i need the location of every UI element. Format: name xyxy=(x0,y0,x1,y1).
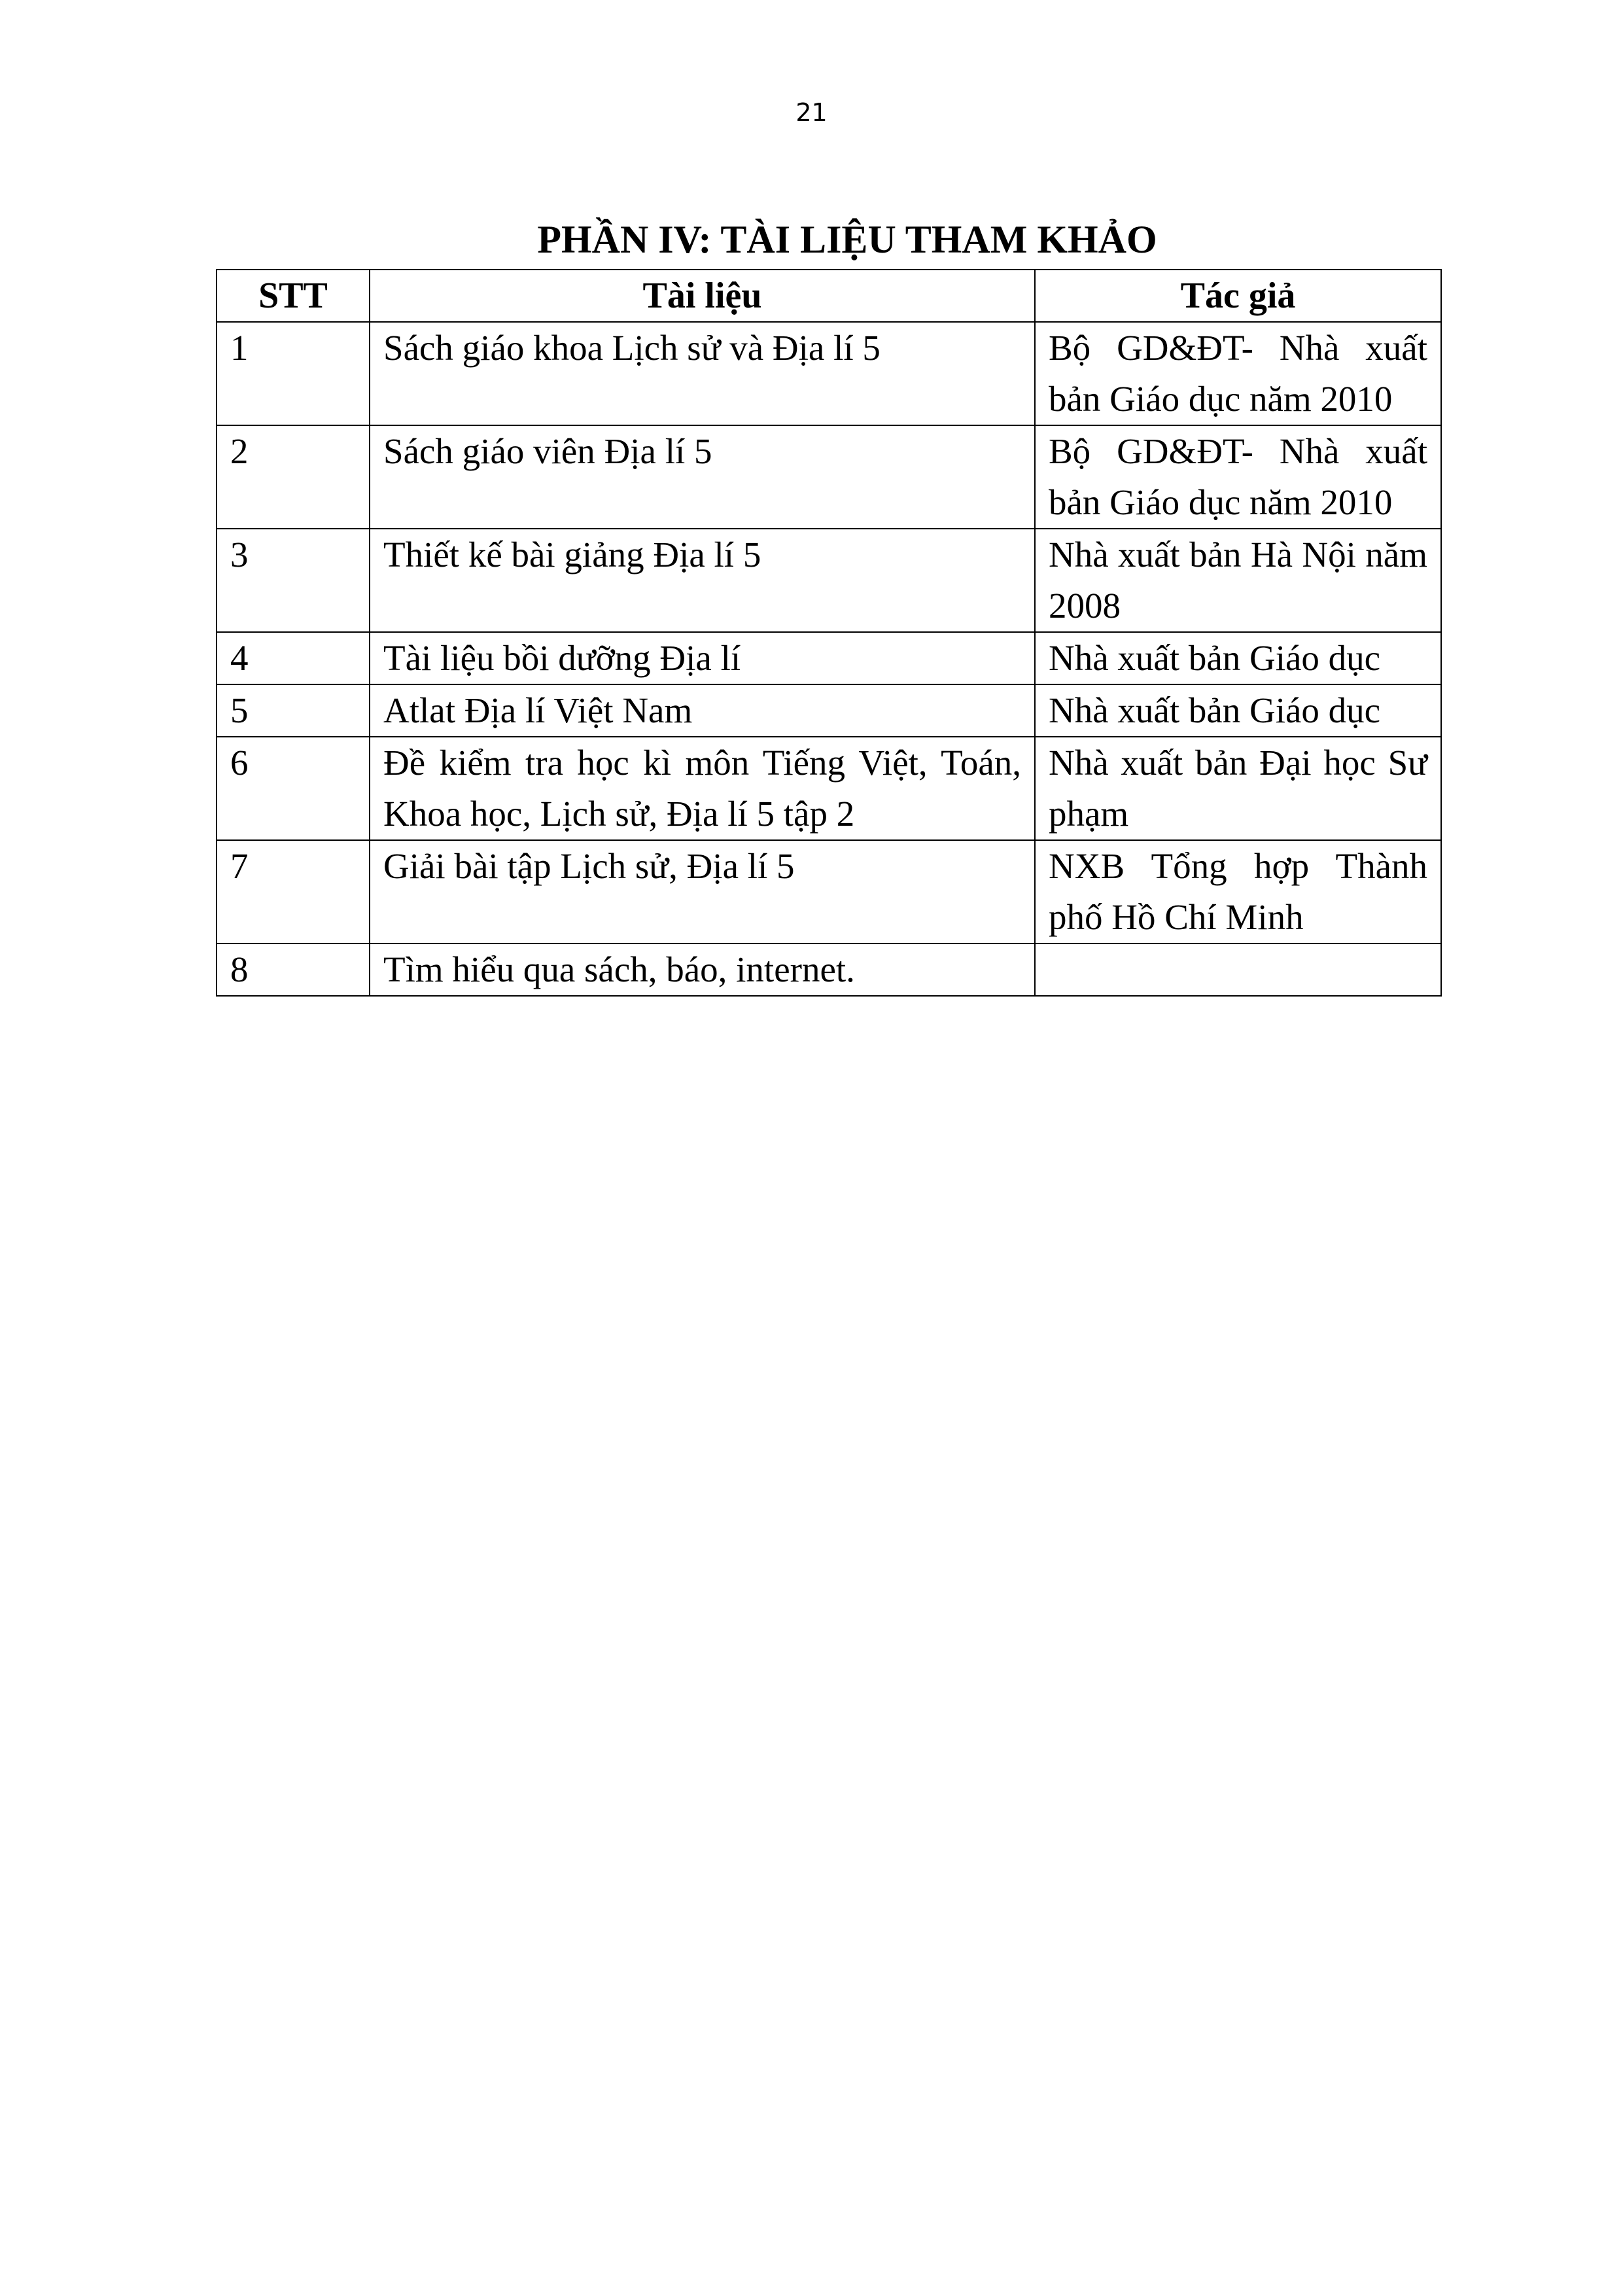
row-document: Sách giáo viên Địa lí 5 xyxy=(370,425,1035,529)
row-stt: 7 xyxy=(217,840,370,944)
row-document: Atlat Địa lí Việt Nam xyxy=(370,684,1035,737)
table-row xyxy=(217,529,1441,632)
row-stt: 3 xyxy=(217,529,370,632)
row-author: Bộ GD&ĐT- Nhà xuất bản Giáo dục năm 2010 xyxy=(1035,425,1441,529)
row-stt: 8 xyxy=(217,944,370,996)
table-row xyxy=(217,684,1441,737)
table-row xyxy=(217,632,1441,684)
row-document: Thiết kế bài giảng Địa lí 5 xyxy=(370,529,1035,632)
row-document: Giải bài tập Lịch sử, Địa lí 5 xyxy=(370,840,1035,944)
page-number: 21 xyxy=(795,98,828,127)
row-author: Nhà xuất bản Đại học Sư phạm xyxy=(1035,737,1441,840)
row-stt: 5 xyxy=(217,684,370,737)
table-header-row xyxy=(217,270,1441,322)
row-document: Tìm hiểu qua sách, báo, internet. xyxy=(370,944,1035,996)
section-title: PHẦN IV: TÀI LIỆU THAM KHẢO xyxy=(537,218,1157,261)
header-author: Tác giả xyxy=(1035,270,1441,322)
row-author: Bộ GD&ĐT- Nhà xuất bản Giáo dục năm 2010 xyxy=(1035,322,1441,425)
table-row xyxy=(217,737,1441,840)
row-stt: 1 xyxy=(217,322,370,425)
row-stt: 6 xyxy=(217,737,370,840)
header-document: Tài liệu xyxy=(370,270,1035,322)
row-document: Sách giáo khoa Lịch sử và Địa lí 5 xyxy=(370,322,1035,425)
row-document: Tài liệu bồi dưỡng Địa lí xyxy=(370,632,1035,684)
row-stt: 2 xyxy=(217,425,370,529)
references-table xyxy=(216,269,1442,997)
table-row xyxy=(217,322,1441,425)
row-author: NXB Tổng hợp Thành phố Hồ Chí Minh xyxy=(1035,840,1441,944)
row-author xyxy=(1035,944,1441,996)
row-author: Nhà xuất bản Giáo dục xyxy=(1035,632,1441,684)
row-author: Nhà xuất bản Giáo dục xyxy=(1035,684,1441,737)
row-stt: 4 xyxy=(217,632,370,684)
row-author: Nhà xuất bản Hà Nội năm 2008 xyxy=(1035,529,1441,632)
table-row xyxy=(217,425,1441,529)
row-document: Đề kiểm tra học kì môn Tiếng Việt, Toán, Khoa học, Lịch sử, Địa lí 5 tập 2 xyxy=(370,737,1035,840)
table-row xyxy=(217,944,1441,996)
header-stt: STT xyxy=(217,270,370,322)
table-row xyxy=(217,840,1441,944)
